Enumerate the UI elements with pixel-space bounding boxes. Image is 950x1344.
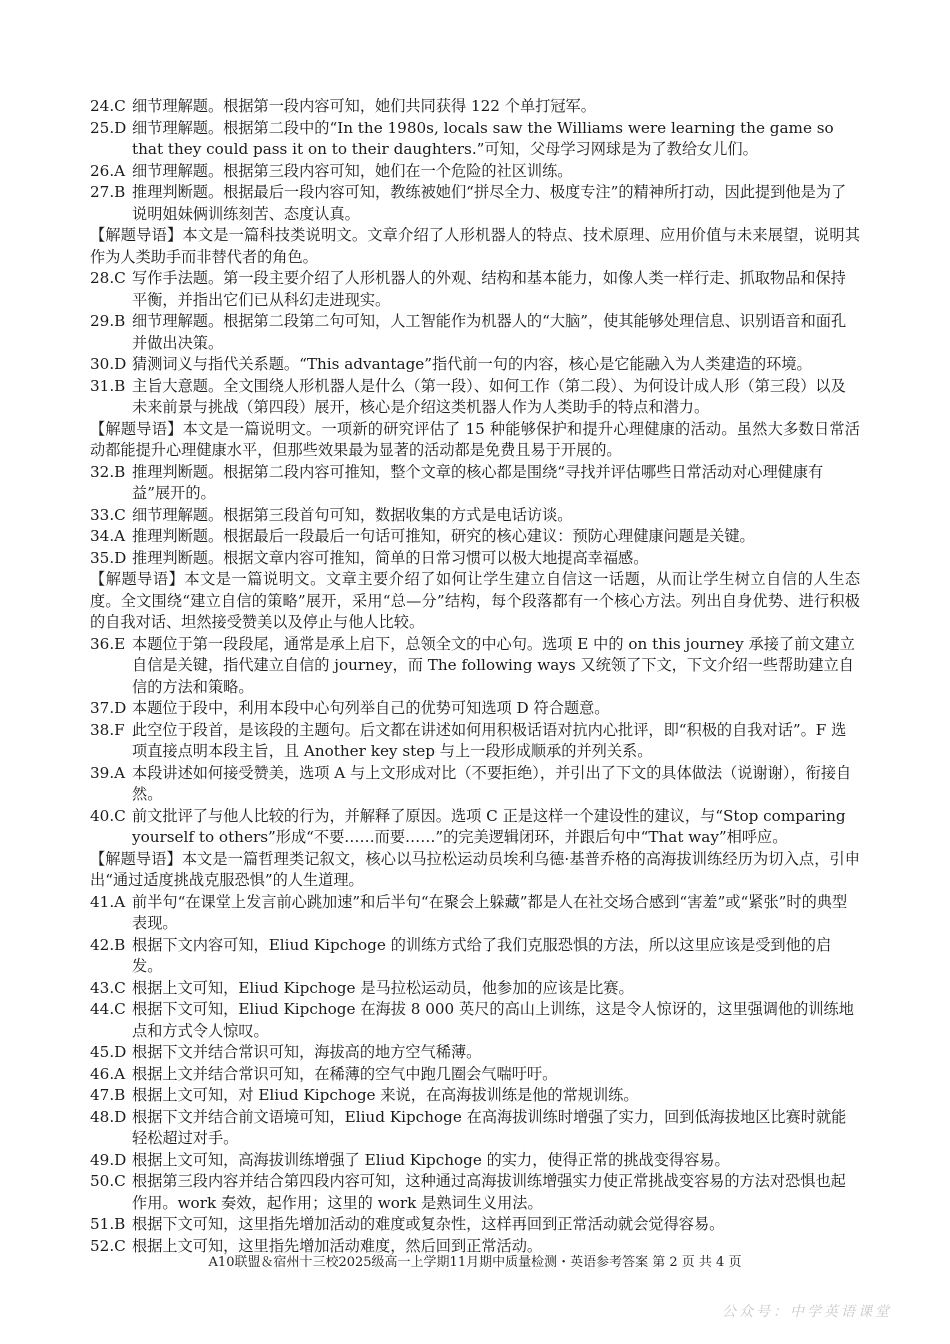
answer-explanation: 根据上文可知，高海拔训练增强了 Eliud Kipchoge 的实力，使得正常的挑战变得容易。: [132, 1150, 730, 1169]
answer-number: 42.B: [90, 935, 126, 954]
answer-item: [90, 1150, 860, 1172]
answer-number: 24.C: [90, 97, 126, 115]
answer-item: [90, 720, 860, 763]
answer-item: [90, 96, 860, 118]
answer-number: 39.A: [90, 763, 126, 782]
answer-item: [90, 1214, 860, 1236]
answer-explanation: 此空位于段首，是该段的主题句。后文都在讲述如何用积极话语对抗内心批评，即“积极的自我对话”。F 选项直接点明本段主旨，且 Another key step 与上一段形成顺承的并列关系。: [132, 720, 847, 760]
answer-list: [90, 96, 860, 1257]
answer-item: [90, 978, 860, 1000]
answer-number: 31.B: [90, 376, 126, 395]
answer-number: 49.D: [90, 1150, 127, 1169]
answer-number: 33.C: [90, 505, 126, 524]
answer-explanation: 细节理解题。根据第三段内容可知，她们在一个危险的社区训练。: [132, 161, 573, 180]
intro-guide: 【解题导语】本文是一篇哲理类记叙文，核心以马拉松运动员埃利乌德·基普乔格的高海拔训练经历为切入点，引申出“通过适度挑战克服恐惧”的人生道理。: [90, 849, 860, 889]
answer-explanation: 写作手法题。第一段主要介绍了人形机器人的外观、结构和基本能力，如像人类一样行走、抓取物品和保持平衡，并指出它们已从科幻走进现实。: [132, 269, 846, 309]
answer-explanation: 细节理解题。根据第二段中的“In the 1980s, locals saw the Williams were learning the game so that they could pass it on to their daughters.”可知，父母学习网球是为了教给女儿们。: [132, 118, 834, 158]
answer-item: [90, 935, 860, 978]
answer-item: [90, 462, 860, 505]
answer-number: 51.B: [90, 1215, 126, 1233]
answer-explanation: 细节理解题。根据第一段内容可知，她们共同获得 122 个单打冠军。: [132, 97, 596, 115]
answer-explanation: 猜测词义与指代关系题。“This advantage”指代前一句的内容，核心是它能融入为人类建造的环境。: [132, 355, 812, 373]
answer-explanation: 根据上文并结合常识可知，在稀薄的空气中跑几圈会气喘吁吁。: [132, 1064, 558, 1083]
answer-number: 43.C: [90, 978, 126, 997]
answer-explanation: 推理判断题。根据文章内容可推知，简单的日常习惯可以极大地提高幸福感。: [132, 548, 649, 567]
intro-guide: 【解题导语】本文是一篇说明文。一项新的研究评估了 15 种能够保护和提升心理健康的活动。虽然大多数日常活动都能提升心理健康水平，但那些效果最为显著的活动都是免费且易于开展的。: [90, 419, 860, 459]
answer-item: [90, 1107, 860, 1150]
answer-explanation: 根据下文可知，Eliud Kipchoge 在海拔 8 000 英尺的高山上训练，这是令人惊讶的，这里强调他的训练地点和方式令人惊叹。: [132, 1000, 854, 1040]
answer-item: [90, 999, 860, 1042]
answer-number: 25.D: [90, 118, 127, 137]
answer-number: 35.D: [90, 548, 127, 567]
answer-item: [90, 268, 860, 311]
answer-explanation: 根据下文内容可知，Eliud Kipchoge 的训练方式给了我们克服恐惧的方法，所以这里应该是受到他的启发。: [132, 935, 832, 975]
answer-explanation: 前半句“在课堂上发言前心跳加速”和后半句“在聚会上躲藏”都是人在社交场合感到“害羞”或“紧张”时的典型表现。: [132, 892, 848, 932]
answer-number: 34.A: [90, 527, 126, 545]
watermark: 公众号：中学英语课堂: [722, 1304, 892, 1320]
answer-explanation: 本题位于段中，利用本段中心句列举自己的优势可知选项 D 符合题意。: [132, 699, 610, 717]
answer-number: 47.B: [90, 1086, 126, 1104]
answer-number: 29.B: [90, 312, 126, 330]
page-footer: A10联盟＆宿州十三校2025级高一上学期11月期中质量检测・英语参考答案 第 2 页 共 4 页: [208, 1255, 742, 1270]
answer-item: [90, 892, 860, 935]
answer-number: 50.C: [90, 1172, 126, 1190]
answer-explanation: 主旨大意题。全文围绕人形机器人是什么（第一段）、如何工作（第二段）、为何设计成人形（第三段）以及未来前景与挑战（第四段）展开，核心是介绍这类机器人作为人类助手的特点和潜力。: [132, 376, 846, 416]
answer-explanation: 推理判断题。根据第二段内容可推知，整个文章的核心都是围绕“寻找并评估哪些日常活动对心理健康有益”展开的。: [132, 462, 824, 502]
answer-explanation: 推理判断题。根据最后一段内容可知，教练被她们“拼尽全力、极度专注”的精神所打动，因此提到他是为了说明姐妹俩训练刻苦、态度认真。: [132, 183, 847, 223]
answer-item: [90, 118, 860, 161]
answer-number: 45.D: [90, 1043, 127, 1061]
answer-explanation: 推理判断题。根据最后一段最后一句话可推知，研究的核心建议：预防心理健康问题是关键。: [132, 527, 755, 545]
intro-guide: 【解题导语】本文是一篇说明文。文章主要介绍了如何让学生建立自信这一话题，从而让学生树立自信的人生态度。全文围绕“建立自信的策略”展开，采用“总—分”结构，每个段落都有一个核心方法。列出自身优势、进行积极的自我对话、坦然接受赞美以及停止与他人比较。: [90, 570, 860, 631]
answer-number: 37.D: [90, 699, 127, 717]
answer-number: 48.D: [90, 1107, 127, 1126]
answer-number: 38.F: [90, 720, 125, 739]
answer-number: 40.C: [90, 806, 126, 825]
answer-explanation: 细节理解题。根据第三段首句可知，数据收集的方式是电话访谈。: [132, 505, 573, 524]
intro-guide: 【解题导语】本文是一篇科技类说明文。文章介绍了人形机器人的特点、技术原理、应用价值与未来展望，说明其作为人类助手而非替代者的角色。: [90, 226, 860, 266]
answer-item: [90, 182, 860, 225]
answer-item: [90, 354, 860, 376]
answer-number: 52.C: [90, 1236, 126, 1255]
answer-item: [90, 806, 860, 849]
answer-item: [90, 505, 860, 527]
answer-number: 30.D: [90, 355, 127, 373]
answer-explanation: 本段讲述如何接受赞美，选项 A 与上文形成对比（不要拒绝），并引出了下文的具体做法（说谢谢），衔接自然。: [132, 763, 852, 803]
answer-item: [90, 548, 860, 570]
answer-explanation: 根据下文并结合前文语境可知，Eliud Kipchoge 在高海拔训练时增强了实力，回到低海拔地区比赛时就能轻松超过对手。: [132, 1107, 847, 1147]
answer-number: 27.B: [90, 183, 126, 201]
answer-explanation: 根据第三段内容并结合第四段内容可知，这种通过高海拔训练增强实力使正常挑战变容易的方法对恐惧也起作用。work 奏效，起作用；这里的 work 是熟词生义用法。: [132, 1172, 846, 1212]
answer-item: [90, 526, 860, 548]
answer-item: [90, 1171, 860, 1214]
answer-number: 26.A: [90, 161, 126, 180]
answer-explanation: 根据下文可知，这里指先增加活动的难度或复杂性，这样再回到正常活动就会觉得容易。: [132, 1215, 725, 1233]
answer-number: 28.C: [90, 269, 126, 287]
answer-number: 44.C: [90, 1000, 126, 1018]
answer-explanation: 根据下文并结合常识可知，海拔高的地方空气稀薄。: [132, 1043, 482, 1061]
answer-item: [90, 1085, 860, 1107]
answer-item: [90, 634, 860, 699]
answer-item: [90, 763, 860, 806]
answer-explanation: 根据上文可知，Eliud Kipchoge 是马拉松运动员，他参加的应该是比赛。: [132, 978, 634, 997]
answer-item: [90, 161, 860, 183]
answer-item: [90, 1064, 860, 1086]
answer-item: [90, 1042, 860, 1064]
answer-number: 32.B: [90, 462, 126, 481]
answer-explanation: 细节理解题。根据第二段第二句可知，人工智能作为机器人的“大脑”，使其能够处理信息、识别语音和面孔并做出决策。: [132, 312, 847, 352]
answer-number: 41.A: [90, 892, 126, 911]
answer-number: 36.E: [90, 634, 126, 653]
answer-explanation: 本题位于第一段段尾，通常是承上启下，总领全文的中心句。选项 E 中的 on this journey 承接了前文建立自信是关键，指代建立自信的 journey，而 The following ways 又统领了下文，下文介绍一些帮助建立自信的方法和策略。: [132, 634, 855, 696]
answer-explanation: 根据上文可知，对 Eliud Kipchoge 来说，在高海拔训练是他的常规训练。: [132, 1086, 639, 1104]
answer-number: 46.A: [90, 1064, 126, 1083]
answer-explanation: 根据上文可知，这里指先增加活动难度，然后回到正常活动。: [132, 1236, 543, 1255]
answer-item: [90, 698, 860, 720]
answer-item: [90, 311, 860, 354]
answer-item: [90, 376, 860, 419]
answer-explanation: 前文批评了与他人比较的行为，并解释了原因。选项 C 正是这样一个建设性的建议，与“Stop comparing yourself to others”形成“不要……而要……”的完美逻辑闭环，并跟后句中“That way”相呼应。: [132, 806, 846, 846]
